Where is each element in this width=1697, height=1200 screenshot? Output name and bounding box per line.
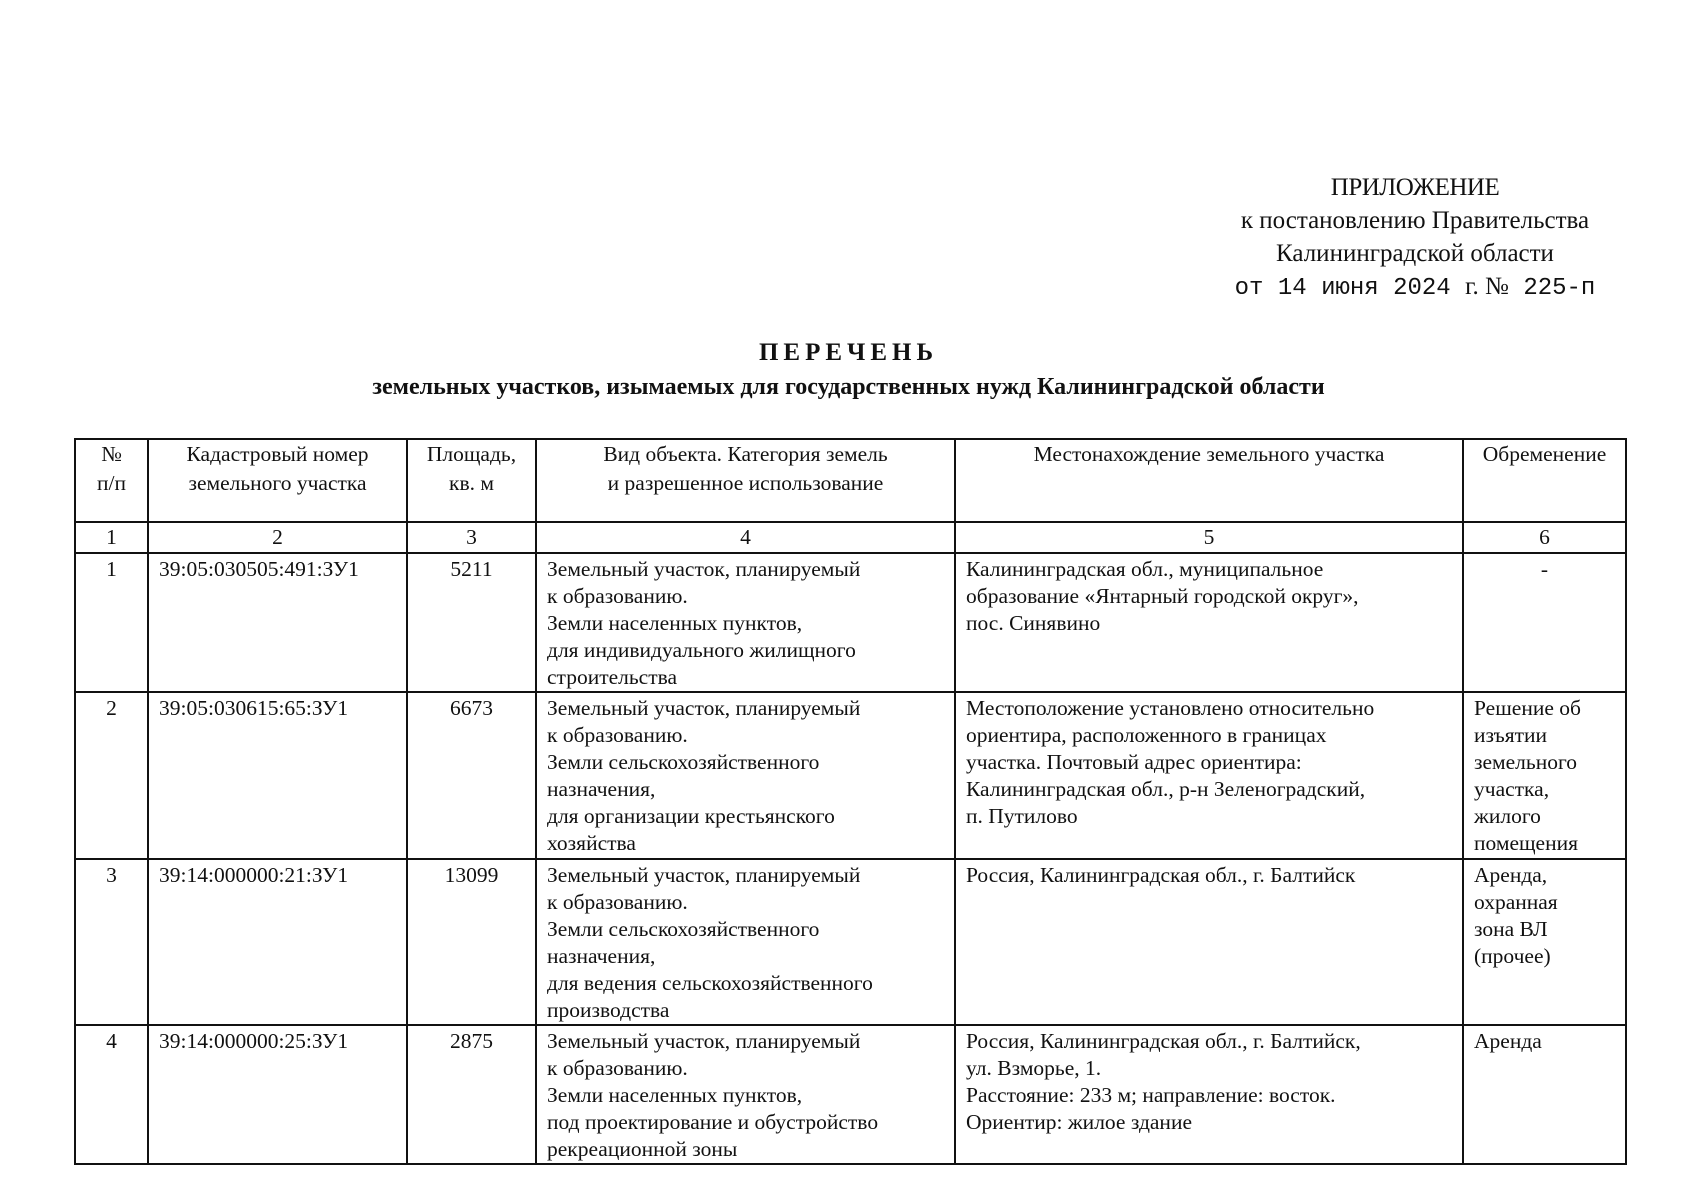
table-header-row [75, 439, 1626, 522]
header-encumbrance: Обременение [1463, 439, 1626, 522]
table-row [75, 692, 1626, 859]
land-plots-table [74, 438, 1627, 1165]
row-number: 2 [75, 692, 148, 859]
header-cadastral: Кадастровый номер земельного участка [148, 439, 407, 522]
header-location: Местонахождение земельного участка [955, 439, 1463, 522]
plot-area: 6673 [407, 692, 536, 859]
appendix-line-2: Калининградской области [1276, 240, 1554, 267]
plot-encumbrance: Аренда [1463, 1025, 1626, 1164]
plot-location: Россия, Калининградская обл., г. Балтийск, ул. Взморье, 1. Расстояние: 233 м; направление: восток. Ориентир: жилое здание [955, 1025, 1463, 1164]
plot-location: Калининградская обл., муниципальное образование «Янтарный городской округ», пос. Синявино [955, 553, 1463, 692]
appendix-title: ПРИЛОЖЕНИЕ [1330, 174, 1500, 201]
document-subtitle: земельных участков, изымаемых для государственных нужд Калининградской области [372, 374, 1325, 400]
plot-area: 2875 [407, 1025, 536, 1164]
table-row [75, 859, 1626, 1025]
plot-location: Местоположение установлено относительно ориентира, расположенного в границах участка. Почтовый адрес ориентира: Калининградская обл., р-н Зеленоградский, п. Путилово [955, 692, 1463, 859]
cadastral-number: 39:14:000000:25:ЗУ1 [148, 1025, 407, 1164]
appendix-line-1: к постановлению Правительства [1240, 207, 1590, 234]
plot-encumbrance: - [1463, 553, 1626, 692]
appendix-date-prefix: от 14 июня 2024 [1234, 275, 1451, 302]
plot-encumbrance: Решение об изъятии земельного участка, жилого помещения [1463, 692, 1626, 859]
plot-kind: Земельный участок, планируемый к образованию. Земли населенных пунктов, для индивидуального жилищного строительства [536, 553, 955, 692]
row-number: 1 [75, 553, 148, 692]
plot-kind: Земельный участок, планируемый к образованию. Земли сельскохозяйственного назначения, для организации крестьянского хозяйства [536, 692, 955, 859]
header-number: № п/п [75, 439, 148, 522]
column-number: 2 [148, 522, 407, 553]
table-row [75, 553, 1626, 692]
column-number: 6 [1463, 522, 1626, 553]
cadastral-number: 39:14:000000:21:ЗУ1 [148, 859, 407, 1025]
document-title: ПЕРЕЧЕНЬ [758, 339, 939, 366]
plot-area: 5211 [407, 553, 536, 692]
document-heading [0, 336, 1697, 404]
appendix-date [1180, 270, 1650, 305]
appendix-block [1180, 171, 1650, 305]
header-area: Площадь, кв. м [407, 439, 536, 522]
header-kind: Вид объекта. Категория земель и разрешенное использование [536, 439, 955, 522]
appendix-date-number: 225-п [1523, 275, 1596, 302]
cadastral-number: 39:05:030505:491:ЗУ1 [148, 553, 407, 692]
table-row [75, 1025, 1626, 1164]
row-number: 3 [75, 859, 148, 1025]
column-number: 3 [407, 522, 536, 553]
cadastral-number: 39:05:030615:65:ЗУ1 [148, 692, 407, 859]
plot-area: 13099 [407, 859, 536, 1025]
column-number: 1 [75, 522, 148, 553]
plot-location: Россия, Калининградская обл., г. Балтийск [955, 859, 1463, 1025]
column-number: 5 [955, 522, 1463, 553]
plot-kind: Земельный участок, планируемый к образованию. Земли населенных пунктов, под проектирование и обустройство рекреационной зоны [536, 1025, 955, 1164]
table-column-numbers-row [75, 522, 1626, 553]
column-number: 4 [536, 522, 955, 553]
plot-encumbrance: Аренда, охранная зона ВЛ (прочее) [1463, 859, 1626, 1025]
plot-kind: Земельный участок, планируемый к образованию. Земли сельскохозяйственного назначения, для ведения сельскохозяйственного производства [536, 859, 955, 1025]
row-number: 4 [75, 1025, 148, 1164]
appendix-date-mid: г. № [1465, 273, 1509, 300]
